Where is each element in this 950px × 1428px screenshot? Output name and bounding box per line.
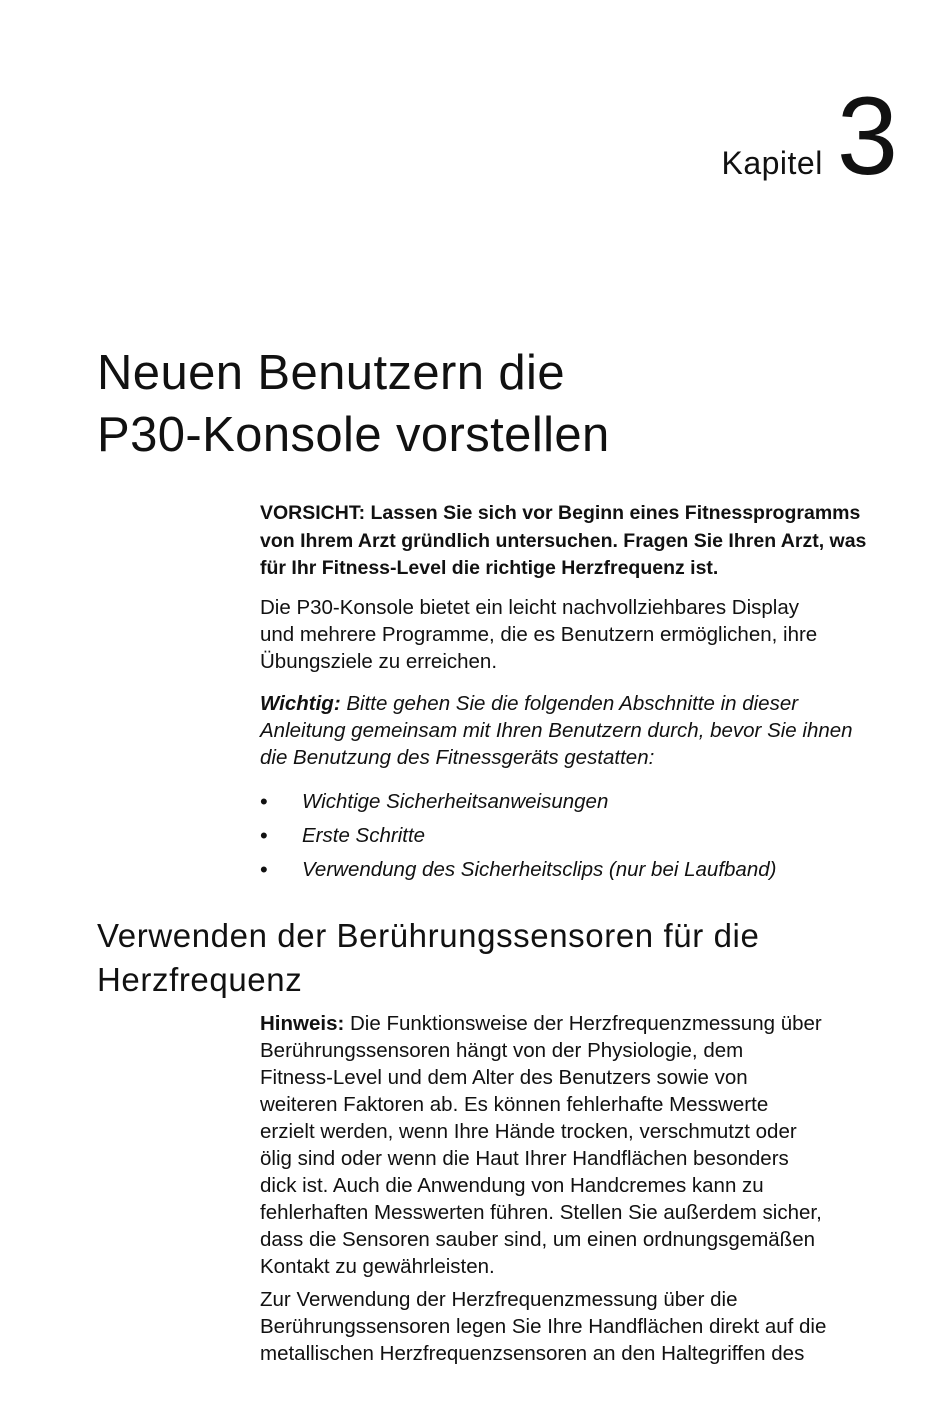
important-line: die Benutzung des Fitnessgeräts gestatten:	[260, 746, 655, 769]
intro-line: und mehrere Programme, die es Benutzern ermöglichen, ihre	[260, 623, 818, 646]
list-item-text: Wichtige Sicherheitsanweisungen	[302, 790, 609, 813]
chapter-marker	[721, 75, 898, 198]
note-line: Kontakt zu gewährleisten.	[260, 1255, 495, 1278]
section-heading	[97, 914, 917, 1002]
bullet-icon: •	[260, 857, 268, 882]
list-item-text: Verwendung des Sicherheitsclips (nur bei Laufband)	[302, 858, 777, 881]
page-title-line: P30-Konsole vorstellen	[97, 408, 610, 462]
intro-line: Die P30-Konsole bietet ein leicht nachvollziehbares Display	[260, 596, 799, 619]
caution-line: für Ihr Fitness-Level die richtige Herzfrequenz ist.	[260, 557, 719, 579]
note-line: dick ist. Auch die Anwendung von Handcremes kann zu	[260, 1174, 764, 1197]
chapter-number: 3	[836, 75, 898, 198]
usage-paragraph	[260, 1286, 910, 1367]
usage-line: metallischen Herzfrequenzsensoren an den Haltegriffen des	[260, 1342, 805, 1365]
page-title	[97, 342, 897, 466]
note-line: weiteren Faktoren ab. Es können fehlerhafte Messwerte	[260, 1093, 769, 1116]
note-line: fehlerhaften Messwerten führen. Stellen Sie außerdem sicher,	[260, 1201, 822, 1224]
bullet-icon: •	[260, 823, 268, 848]
list-item-text: Erste Schritte	[302, 824, 426, 847]
caution-line: von Ihrem Arzt gründlich untersuchen. Fragen Sie Ihren Arzt, was	[260, 529, 867, 552]
note-line: Berührungssensoren hängt von der Physiologie, dem	[260, 1039, 744, 1062]
note-line: ölig sind oder wenn die Haut Ihrer Handflächen besonders	[260, 1147, 789, 1170]
note-paragraph	[260, 1010, 910, 1280]
important-text: Bitte gehen Sie die folgenden Abschnitte in dieser	[340, 692, 799, 715]
usage-line: Zur Verwendung der Herzfrequenzmessung über die	[260, 1288, 738, 1311]
note-line: Fitness-Level und dem Alter des Benutzers sowie von	[260, 1066, 748, 1089]
bullet-icon: •	[260, 789, 268, 814]
page-title-line: Neuen Benutzern die	[97, 346, 565, 400]
section-heading-line: Herzfrequenz	[97, 961, 303, 998]
important-label: Wichtig:	[260, 692, 341, 715]
note-text: Die Funktionsweise der Herzfrequenzmessung über	[344, 1012, 822, 1035]
section-heading-line: Verwenden der Berührungssensoren für die	[97, 917, 760, 954]
usage-line: Berührungssensoren legen Sie Ihre Handflächen direkt auf die	[260, 1315, 827, 1338]
important-paragraph	[260, 690, 910, 771]
note-line: erzielt werden, wenn Ihre Hände trocken, verschmutzt oder	[260, 1120, 797, 1143]
intro-line: Übungsziele zu erreichen.	[260, 650, 498, 673]
caution-line: VORSICHT: Lassen Sie sich vor Beginn eines Fitnessprogramms	[260, 502, 861, 524]
list-item	[260, 819, 776, 853]
note-line: dass die Sensoren sauber sind, um einen ordnungsgemäßen	[260, 1228, 815, 1251]
note-line	[260, 1010, 910, 1037]
chapter-label: Kapitel	[721, 145, 823, 181]
list-item	[260, 785, 776, 819]
important-line: Anleitung gemeinsam mit Ihren Benutzern durch, bevor Sie ihnen	[260, 719, 853, 742]
note-label: Hinweis:	[260, 1012, 345, 1035]
list-item	[260, 853, 776, 887]
intro-paragraph	[260, 594, 910, 675]
section-list	[260, 785, 776, 887]
important-line	[260, 690, 910, 717]
caution-paragraph	[260, 500, 910, 583]
